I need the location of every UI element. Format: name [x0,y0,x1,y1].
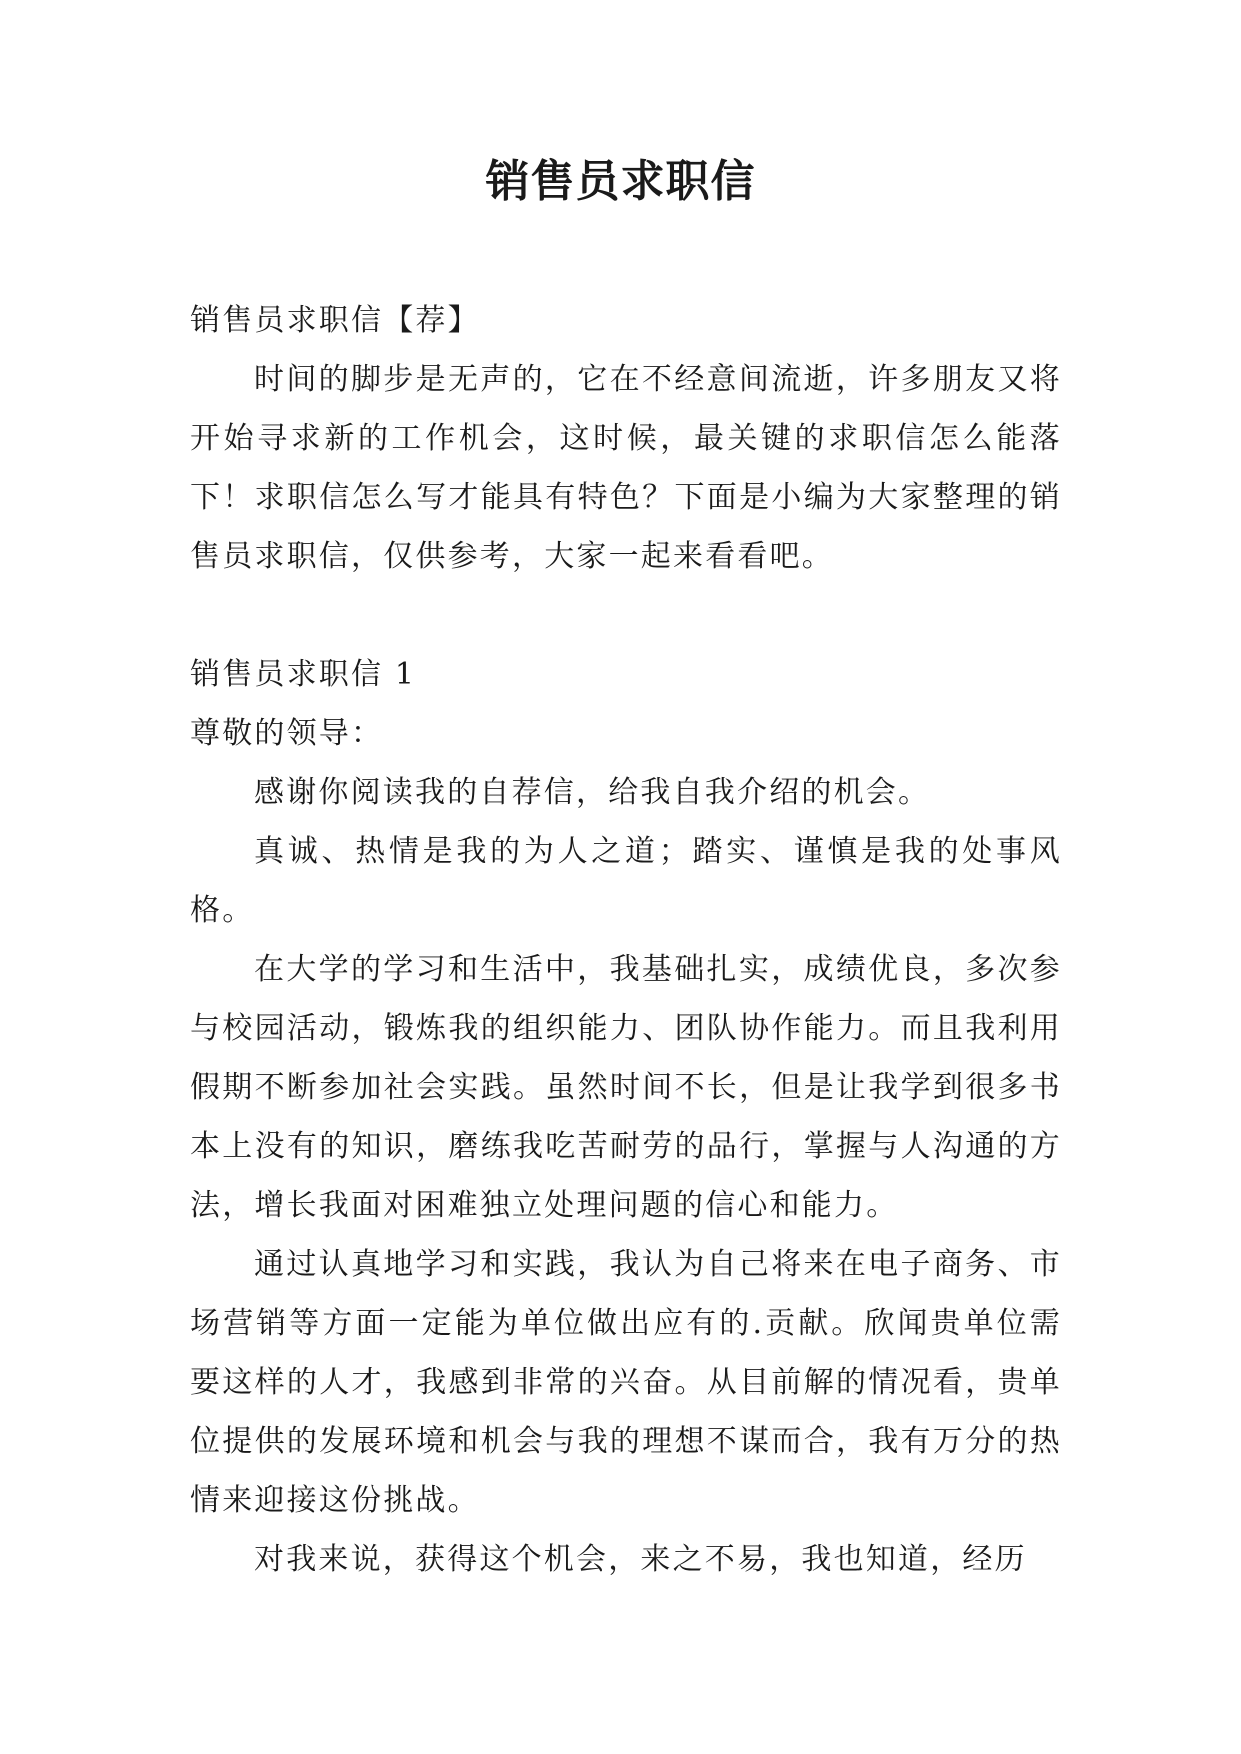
body-paragraph: 感谢你阅读我的自荐信，给我自我介绍的机会。 [254,775,931,810]
salutation: 尊敬的领导： [190,716,384,751]
document-subtitle: 销售员求职信【荐】 [190,303,480,338]
section-spacer [190,586,1062,645]
section-heading: 销售员求职信 1 [190,657,417,692]
document-title: 销售员求职信 [485,156,756,207]
body-paragraph: 通过认真地学习和实践，我认为自己将来在电子商务、市场营销等方面一定能为单位做出应有的.贡献。欣闻贵单位需要这样的人才，我感到非常的兴奋。从目前解的情况看，贵单位提供的发展环境和机会与我的理想不谋而合，我有万分的热情来迎接这份挑战。 [190,1247,1062,1518]
intro-paragraph: 时间的脚步是无声的，它在不经意间流逝，许多朋友又将开始寻求新的工作机会，这时候，最关键的求职信怎么能落下！求职信怎么写才能具有特色？下面是小编为大家整理的销售员求职信，仅供参考，大家一起来看看吧。 [190,362,1062,574]
body-paragraph: 真诚、热情是我的为人之道；踏实、谨慎是我的处事风格。 [190,834,1062,928]
document-body [190,291,1062,1589]
body-paragraph: 对我来说，获得这个机会，来之不易，我也知道，经历 [254,1542,1027,1577]
body-paragraph: 在大学的学习和生活中，我基础扎实，成绩优良，多次参与校园活动，锻炼我的组织能力、团队协作能力。而且我利用假期不断参加社会实践。虽然时间不长，但是让我学到很多书本上没有的知识，磨练我吃苦耐劳的品行，掌握与人沟通的方法，增长我面对困难独立处理问题的信心和能力。 [190,952,1062,1223]
